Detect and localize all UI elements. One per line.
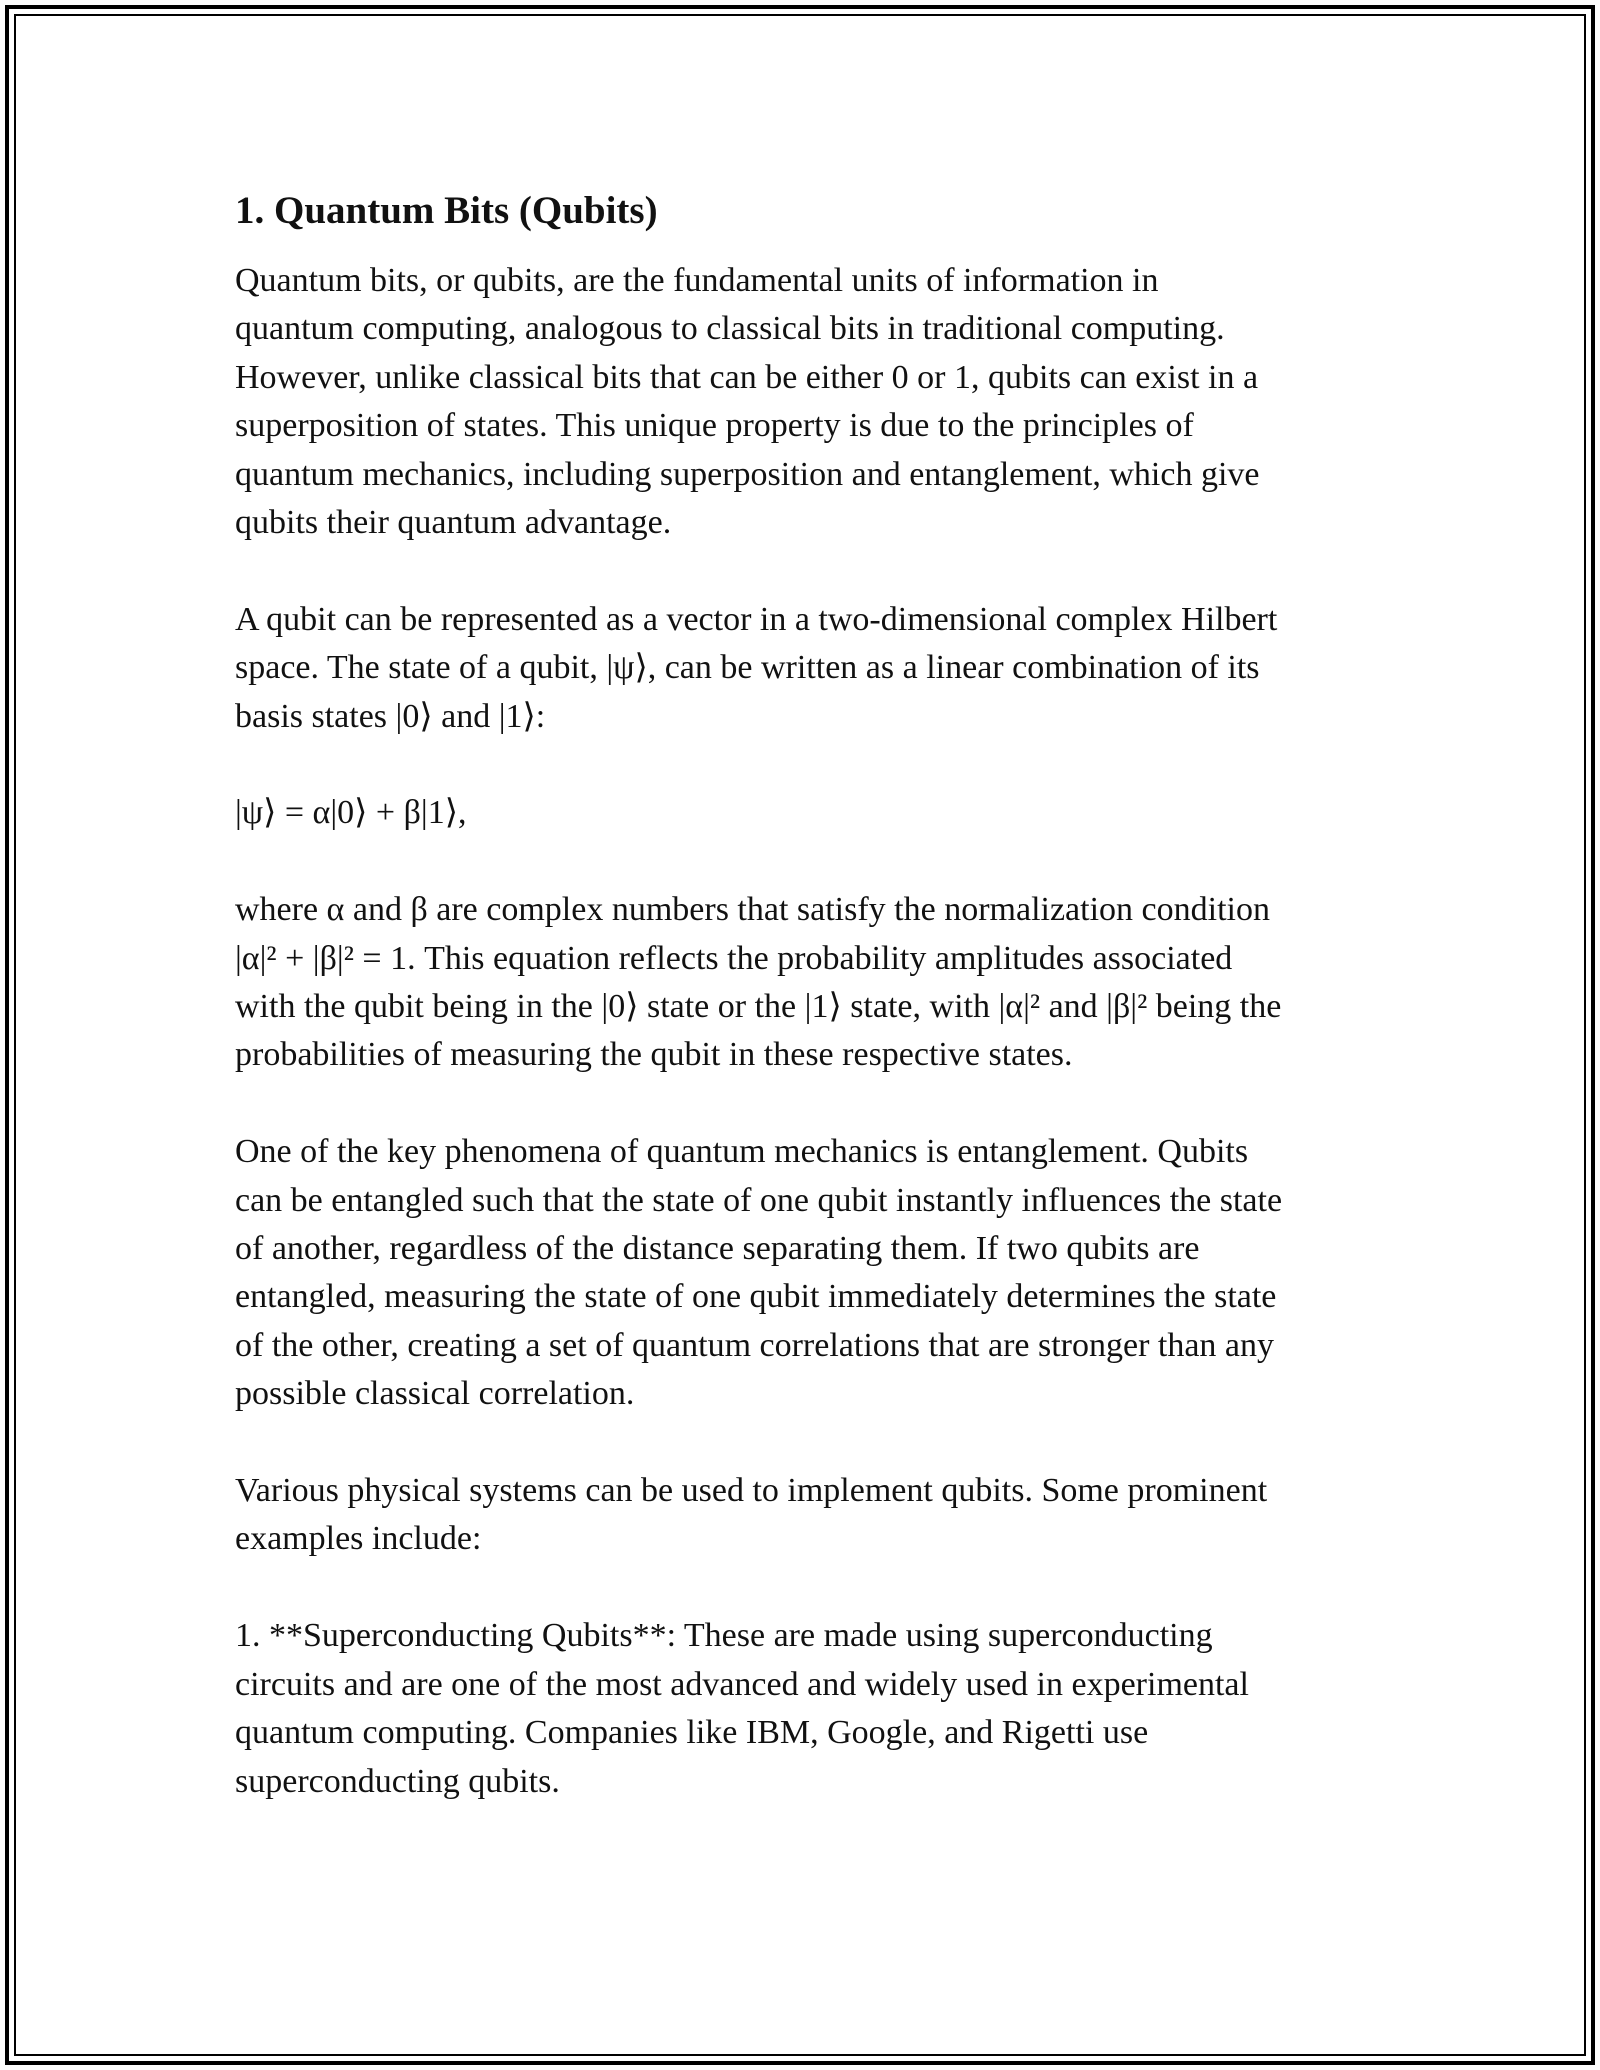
text-line: examples include: xyxy=(235,1520,482,1558)
text-line: quantum computing. Companies like IBM, Google, and Rigetti use xyxy=(235,1714,1149,1752)
text-line: basis states |0⟩ and |1⟩: xyxy=(235,697,546,735)
text-line: of another, regardless of the distance separating them. If two qubits are xyxy=(235,1230,1200,1268)
text-line: space. The state of a qubit, |ψ⟩, can be written as a linear combination of its xyxy=(235,649,1260,687)
text-line: where α and β are complex numbers that satisfy the normalization condition xyxy=(235,891,1270,929)
text-line: entangled, measuring the state of one qubit immediately determines the state xyxy=(235,1278,1277,1316)
text-line: quantum computing, analogous to classical bits in traditional computing. xyxy=(235,310,1225,348)
paragraph-normalization xyxy=(235,886,1380,1080)
paragraph-entanglement xyxy=(235,1128,1380,1418)
paragraph-hilbert-space xyxy=(235,596,1380,741)
text-line: can be entangled such that the state of one qubit instantly influences the state xyxy=(235,1181,1283,1219)
text-line: Various physical systems can be used to implement qubits. Some prominent xyxy=(235,1472,1268,1510)
list-item-superconducting-qubits xyxy=(235,1612,1380,1806)
text-line: qubits their quantum advantage. xyxy=(235,504,672,542)
section-heading: 1. Quantum Bits (Qubits) xyxy=(235,189,658,232)
text-line: superconducting qubits. xyxy=(235,1762,560,1800)
text-line: 1. **Superconducting Qubits**: These are made using superconducting xyxy=(235,1617,1213,1655)
paragraph-state-equation xyxy=(235,789,1380,837)
text-line: with the qubit being in the |0⟩ state or the |1⟩ state, with |α|² and |β|² being the xyxy=(235,988,1282,1026)
text-line: circuits and are one of the most advanced and widely used in experimental xyxy=(235,1665,1249,1703)
document-body xyxy=(235,185,1380,1854)
text-line: A qubit can be represented as a vector in a two-dimensional complex Hilbert xyxy=(235,600,1278,638)
text-line: of the other, creating a set of quantum correlations that are stronger than any xyxy=(235,1326,1275,1364)
text-line: possible classical correlation. xyxy=(235,1375,635,1413)
text-line: However, unlike classical bits that can be either 0 or 1, qubits can exist in a xyxy=(235,358,1259,396)
equation-line: |ψ⟩ = α|0⟩ + β|1⟩, xyxy=(235,794,467,832)
text-line: superposition of states. This unique property is due to the principles of xyxy=(235,407,1194,445)
text-line: |α|² + |β|² = 1. This equation reflects the probability amplitudes associated xyxy=(235,939,1233,977)
paragraph-qubit-intro xyxy=(235,257,1380,547)
text-line: quantum mechanics, including superposition and entanglement, which give xyxy=(235,455,1260,493)
text-line: One of the key phenomena of quantum mechanics is entanglement. Qubits xyxy=(235,1133,1249,1171)
paragraph-physical-systems xyxy=(235,1467,1380,1564)
text-line: probabilities of measuring the qubit in these respective states. xyxy=(235,1036,1073,1074)
text-line: Quantum bits, or qubits, are the fundamental units of information in xyxy=(235,262,1159,299)
